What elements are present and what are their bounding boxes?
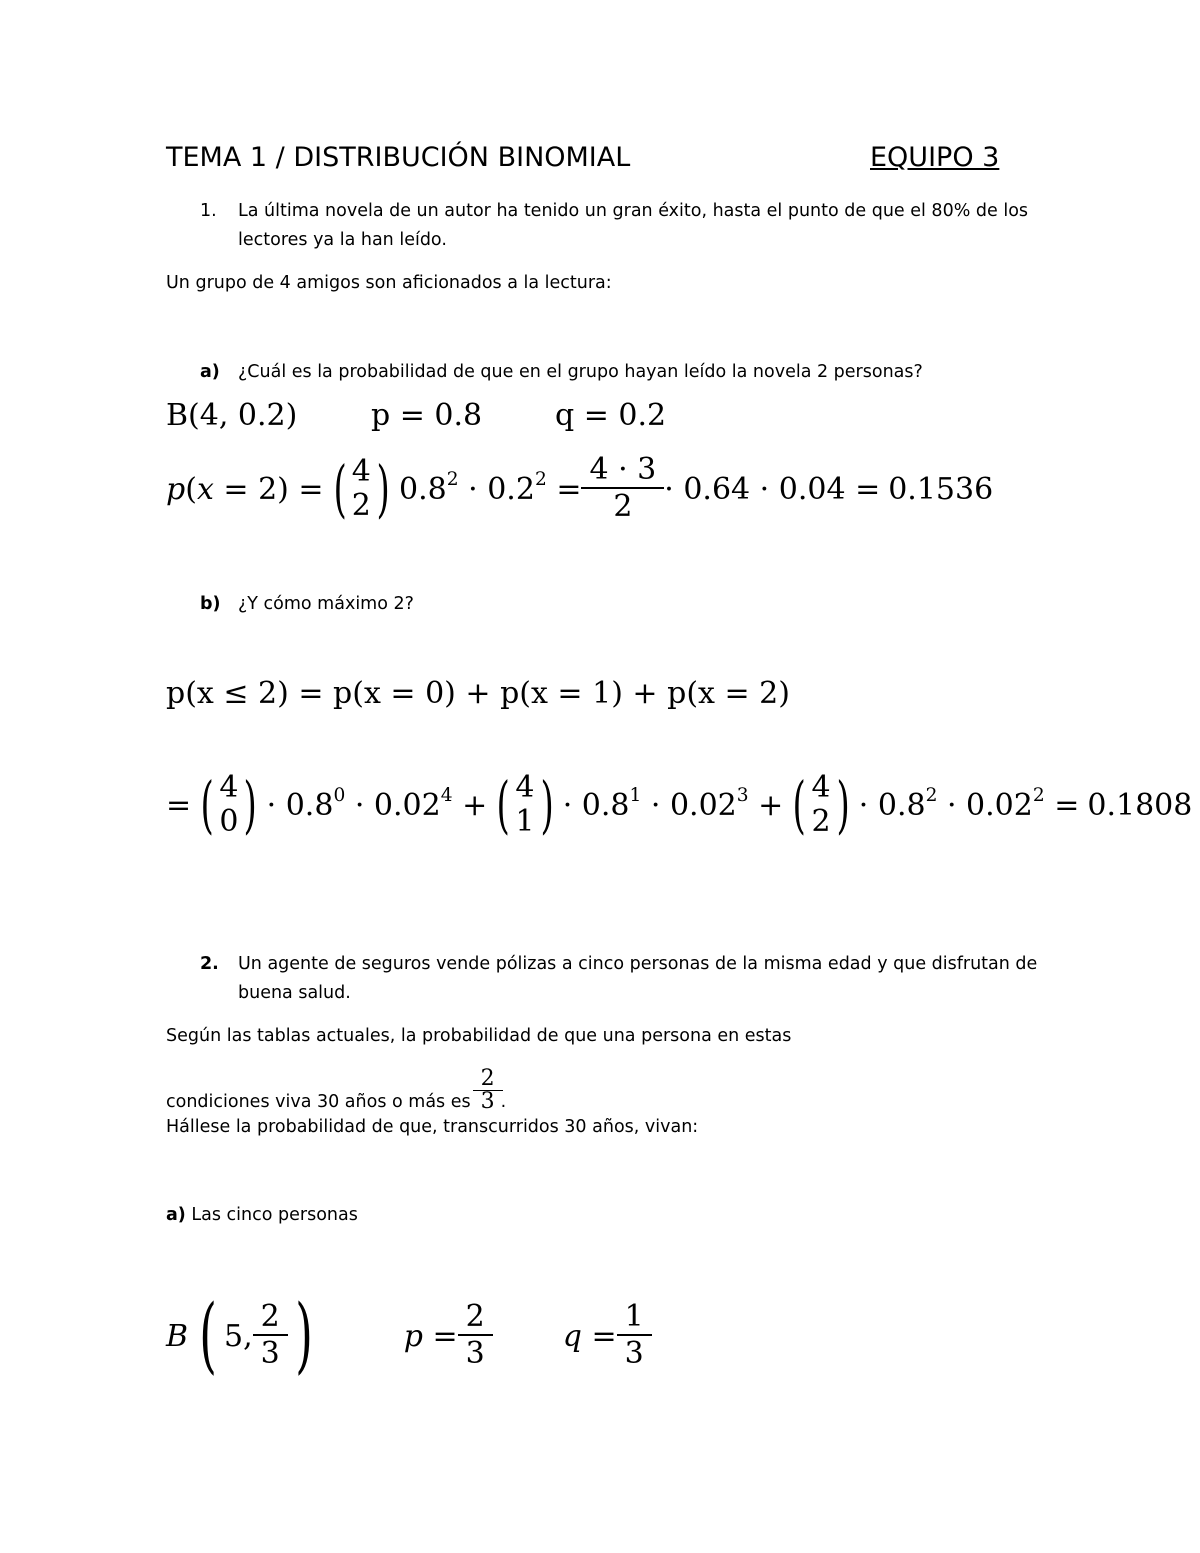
q1a-formula: p(x = 2) = ( 4 2 ) $0.8^2 \cdot 0.2^2$ = $\frac{4 \cdot 3}{2}$ · 0.64 · 0.04 = 0.1536 [166,452,994,525]
distribution-args: ( 5, $\frac{2}{3}$ ) [199,1288,313,1383]
q2-paragraph-2-text: condiciones viva 30 años o más es [166,1092,471,1112]
q1-line2: lectores ya la han leído. [238,230,447,250]
fraction-two-thirds: $\frac{2}{3}$ [477,1068,499,1113]
binomial-coefficient: ( 4 0 ) [200,768,258,841]
q2-line1: Un agente de seguros vende pólizas a cinco personas de la misma edad y que disfrutan de [238,954,1038,974]
team-label: EQUIPO 3 [870,142,1000,173]
q1a-question [200,358,923,387]
q2a-params: B ( 5, $\frac{2}{3}$ ) p = $\frac{2}{3}$ q = $\frac{1}{3}$ [166,1284,652,1388]
q1b-text: ¿Y cómo máximo 2? [238,594,414,614]
q1a-params [166,394,666,436]
binomial-coefficient: ( 4 1 ) [496,768,554,841]
q1-statement [200,197,1028,226]
q1-line1: La última novela de un autor ha tenido un gran éxito, hasta el punto de que el 80% de los [238,201,1029,221]
q2-number: 2. [200,954,219,974]
fraction: $\frac{2}{3}$ [462,1300,489,1372]
q1a-result: 0.1536 [888,471,994,507]
q1b-result: 0.1808 [1087,787,1193,823]
q2a-label: a) [166,1205,186,1225]
q2-line2: buena salud. [238,983,351,1003]
q1b-expansion: p(x ≤ 2) = p(x = 0) + p(x = 1) + p(x = 2) [166,675,790,711]
page-title: TEMA 1 / DISTRIBUCIÓN BINOMIAL [166,142,631,173]
q1a-label: a) [200,362,220,382]
q1b-formula: = ( 4 0 ) · $0.8^0 \cdot 0.02^4$ + ( 4 1 ) · $0.8^1 \cdot 0.02^3$ + ( 4 2 ) · $0.8^2 \cdot 0.02^2$ = 0.1808 [166,768,1193,841]
q1a-distribution: B(4, 0.2) [166,397,298,433]
q1b-question [200,590,414,619]
q2a-text: Las cinco personas [191,1205,358,1225]
q1b-label: b) [200,594,221,614]
q1a-p: p = 0.8 [371,397,483,433]
q2-paragraph-2: condiciones viva 30 años o más es $\frac{2}{3}$ . [166,1068,506,1117]
q1a-q: q = 0.2 [555,397,667,433]
binomial-coefficient: ( 4 2 ) [792,768,850,841]
q1-intro: Un grupo de 4 amigos son aficionados a la lectura: [166,273,612,293]
q2-paragraph-3: Hállese la probabilidad de que, transcurridos 30 años, vivan: [166,1117,699,1137]
binomial-coefficient: ( 4 2 ) [332,452,390,525]
q2-statement [200,950,1037,979]
q1-number: 1. [200,201,217,221]
fraction: $\frac{4 \cdot 3}{2}$ [585,453,660,525]
q1a-text: ¿Cuál es la probabilidad de que en el grupo hayan leído la novela 2 personas? [238,362,923,382]
q2-paragraph-1: Según las tablas actuales, la probabilidad de que una persona en estas [166,1026,792,1046]
q2a-question [166,1201,358,1230]
fraction: $\frac{1}{3}$ [621,1300,648,1372]
